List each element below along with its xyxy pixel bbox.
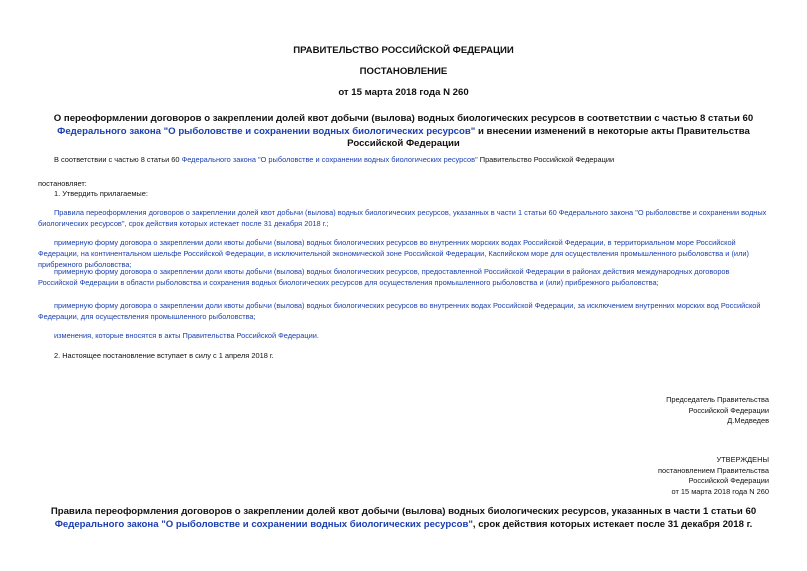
approval-title: УТВЕРЖДЕНЫ: [716, 455, 769, 464]
item-1: 1. Утвердить прилагаемые:: [54, 189, 148, 198]
doc-type-heading: ПОСТАНОВЛЕНИЕ: [359, 66, 448, 77]
approval-by: постановлением Правительства: [658, 465, 769, 475]
rules-title-text-2: , срок действия которых истекает после 31 декабря 2018 г.: [472, 518, 753, 530]
approval-block: [658, 455, 769, 497]
title-text-2: и внесении изменений в некоторые акты Правительства Российской Федерации: [347, 125, 750, 149]
government-heading: ПРАВИТЕЛЬСТВО РОССИЙСКОЙ ФЕДЕРАЦИИ: [293, 45, 514, 56]
approval-date: от 15 марта 2018 года N 260: [671, 486, 769, 496]
approval-country: Российской Федерации: [688, 476, 769, 485]
title-law-link[interactable]: Федерального закона "О рыболовстве и сохранении водных биологических ресурсов": [57, 125, 476, 137]
approved-item-form-inland[interactable]: примерную форму договора о закреплении доли квоты добычи (вылова) водных биологических ресурсов во внутренних водах Российской Федерации, за исключением внутренних морских вод Российской Федерации, для осуществления промышленного рыболовства;: [38, 301, 761, 321]
preamble: [54, 154, 770, 165]
item-2: 2. Настоящее постановление вступает в силу с 1 апреля 2018 г.: [54, 351, 274, 360]
signature-country: Российской Федерации: [688, 405, 769, 415]
preamble-text-1: В соответствии с частью 8 статьи 60: [54, 155, 182, 164]
preamble-law-link[interactable]: Федерального закона "О рыболовстве и сохранении водных биологических ресурсов": [181, 155, 478, 164]
title-text-1: О переоформлении договоров о закреплении долей квот добычи (вылова) водных биологических ресурсов в соответствии с частью 8 статьи 60: [53, 113, 754, 124]
approved-item-form-internal-sea[interactable]: примерную форму договора о закреплении доли квоты добычи (вылова) водных биологических ресурсов во внутренних морских водах Российской Федерации, в территориальном море Российской Федерации, на континентальном шельфе Российской Федерации, в исключительной экономической зоне Российской Федерации, Каспийском море для осуществления промышленного рыболовства и (или) прибрежного рыболовства;: [38, 238, 749, 269]
preamble-text-2: Правительство Российской Федерации: [477, 155, 615, 164]
signature-block: [666, 395, 769, 427]
approved-item-form-international[interactable]: примерную форму договора о закреплении доли квоты добычи (вылова) водных биологических ресурсов, предоставленной Российской Федерации в районах действия международных договоров Российской Федерации в области рыболовства и сохранения водных биологических ресурсов для осуществления промышленного рыболовства и (или) прибрежного рыболовства;: [38, 267, 730, 287]
rules-title: [38, 506, 769, 531]
rules-title-text-1: Правила переоформления договоров о закреплении долей квот добычи (вылова) водных биологических ресурсов, указанных в части 1 статьи 60: [50, 506, 757, 517]
rules-title-law-link[interactable]: Федерального закона "О рыболовстве и сохранении водных биологических ресурсов": [54, 518, 473, 530]
document-title: [38, 113, 769, 151]
approved-item-rules[interactable]: Правила переоформления договоров о закреплении долей квот добычи (вылова) водных биологических ресурсов, указанных в части 1 статьи 60 Федерального закона "О рыболовстве и сохранении водных биологических ресурсов", срок действия которых истекает после 31 декабря 2018 г.;: [38, 208, 767, 228]
signature-name: Д.Медведев: [727, 416, 769, 425]
signature-position: Председатель Правительства: [666, 395, 769, 404]
decides-text: постановляет:: [38, 179, 87, 188]
approved-item-amendments[interactable]: изменения, которые вносятся в акты Правительства Российской Федерации.: [54, 331, 319, 340]
date-number: от 15 марта 2018 года N 260: [338, 87, 469, 98]
